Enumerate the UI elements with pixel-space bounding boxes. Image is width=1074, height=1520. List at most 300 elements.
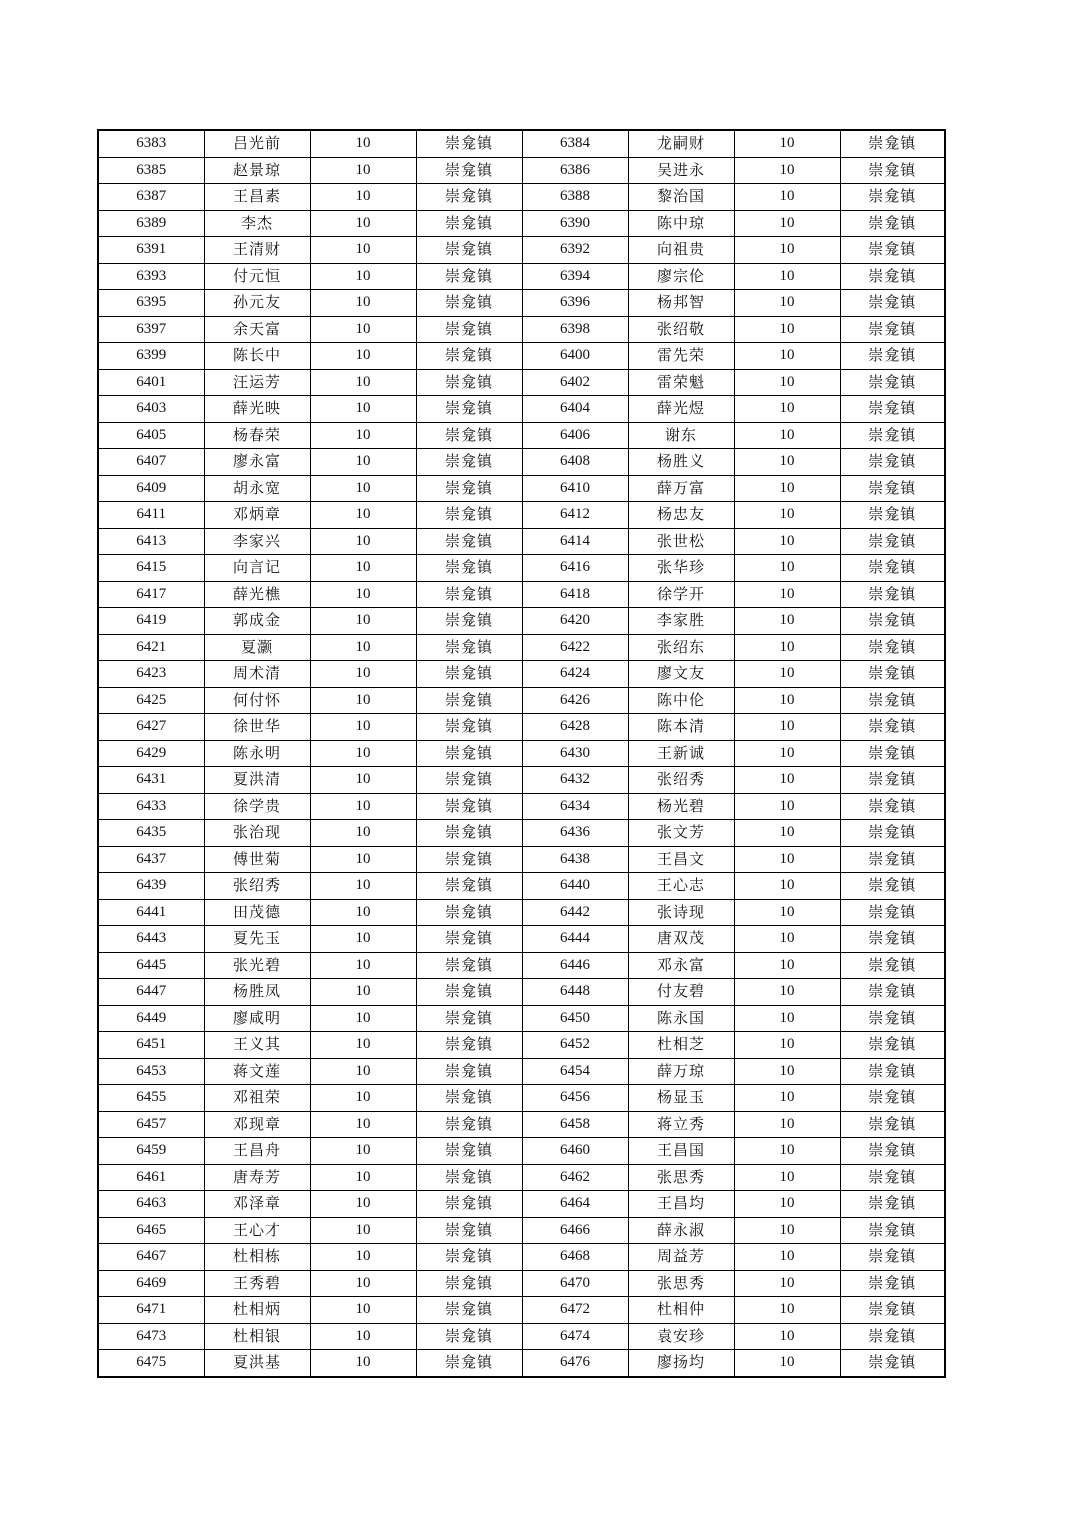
right-amount-cell: 10 <box>734 449 840 476</box>
left-amount-cell: 10 <box>310 1085 416 1112</box>
left-person-name-cell: 陈长中 <box>204 343 310 370</box>
left-amount-cell: 10 <box>310 290 416 317</box>
left-record-id-cell: 6413 <box>98 528 204 555</box>
table-row <box>98 979 945 1006</box>
right-amount-cell: 10 <box>734 793 840 820</box>
left-amount-cell: 10 <box>310 422 416 449</box>
roster-table <box>97 129 946 1378</box>
left-town-name-cell: 崇龛镇 <box>416 979 522 1006</box>
left-town-name-cell: 崇龛镇 <box>416 316 522 343</box>
table-row <box>98 581 945 608</box>
right-person-name-cell: 张文芳 <box>628 820 734 847</box>
right-amount-cell: 10 <box>734 263 840 290</box>
left-person-name-cell: 吕光前 <box>204 130 310 157</box>
right-amount-cell: 10 <box>734 343 840 370</box>
right-person-name-cell: 王心志 <box>628 873 734 900</box>
left-town-name-cell: 崇龛镇 <box>416 873 522 900</box>
left-town-name-cell: 崇龛镇 <box>416 1217 522 1244</box>
table-row <box>98 1270 945 1297</box>
left-town-name-cell: 崇龛镇 <box>416 157 522 184</box>
left-person-name-cell: 杜相银 <box>204 1323 310 1350</box>
left-record-id-cell: 6447 <box>98 979 204 1006</box>
right-town-name-cell: 崇龛镇 <box>840 237 945 264</box>
left-amount-cell: 10 <box>310 899 416 926</box>
right-person-name-cell: 袁安珍 <box>628 1323 734 1350</box>
table-row <box>98 1058 945 1085</box>
right-record-id-cell: 6386 <box>522 157 628 184</box>
right-amount-cell: 10 <box>734 210 840 237</box>
table-row <box>98 1323 945 1350</box>
left-person-name-cell: 陈永明 <box>204 740 310 767</box>
table-row <box>98 130 945 157</box>
right-person-name-cell: 陈本清 <box>628 714 734 741</box>
right-record-id-cell: 6392 <box>522 237 628 264</box>
table-row <box>98 899 945 926</box>
left-amount-cell: 10 <box>310 343 416 370</box>
right-amount-cell: 10 <box>734 1138 840 1165</box>
right-person-name-cell: 黎治国 <box>628 184 734 211</box>
right-amount-cell: 10 <box>734 396 840 423</box>
left-amount-cell: 10 <box>310 714 416 741</box>
left-person-name-cell: 付元恒 <box>204 263 310 290</box>
left-person-name-cell: 余天富 <box>204 316 310 343</box>
right-record-id-cell: 6454 <box>522 1058 628 1085</box>
right-record-id-cell: 6412 <box>522 502 628 529</box>
left-town-name-cell: 崇龛镇 <box>416 1005 522 1032</box>
left-amount-cell: 10 <box>310 210 416 237</box>
right-amount-cell: 10 <box>734 1191 840 1218</box>
left-town-name-cell: 崇龛镇 <box>416 1350 522 1377</box>
table-row <box>98 740 945 767</box>
right-amount-cell: 10 <box>734 1297 840 1324</box>
right-record-id-cell: 6396 <box>522 290 628 317</box>
left-town-name-cell: 崇龛镇 <box>416 714 522 741</box>
left-record-id-cell: 6441 <box>98 899 204 926</box>
left-town-name-cell: 崇龛镇 <box>416 475 522 502</box>
right-record-id-cell: 6408 <box>522 449 628 476</box>
left-person-name-cell: 田茂德 <box>204 899 310 926</box>
right-record-id-cell: 6440 <box>522 873 628 900</box>
right-town-name-cell: 崇龛镇 <box>840 1164 945 1191</box>
right-person-name-cell: 陈永国 <box>628 1005 734 1032</box>
left-amount-cell: 10 <box>310 555 416 582</box>
right-person-name-cell: 雷荣魁 <box>628 369 734 396</box>
left-town-name-cell: 崇龛镇 <box>416 1032 522 1059</box>
right-town-name-cell: 崇龛镇 <box>840 661 945 688</box>
left-town-name-cell: 崇龛镇 <box>416 926 522 953</box>
table-row <box>98 846 945 873</box>
left-record-id-cell: 6435 <box>98 820 204 847</box>
left-amount-cell: 10 <box>310 793 416 820</box>
right-amount-cell: 10 <box>734 634 840 661</box>
right-town-name-cell: 崇龛镇 <box>840 316 945 343</box>
right-amount-cell: 10 <box>734 502 840 529</box>
left-person-name-cell: 蒋文莲 <box>204 1058 310 1085</box>
table-row <box>98 422 945 449</box>
left-amount-cell: 10 <box>310 1138 416 1165</box>
right-person-name-cell: 吴进永 <box>628 157 734 184</box>
right-person-name-cell: 唐双茂 <box>628 926 734 953</box>
right-amount-cell: 10 <box>734 1058 840 1085</box>
left-amount-cell: 10 <box>310 952 416 979</box>
table-row <box>98 290 945 317</box>
left-town-name-cell: 崇龛镇 <box>416 1058 522 1085</box>
right-amount-cell: 10 <box>734 1270 840 1297</box>
right-person-name-cell: 杨显玉 <box>628 1085 734 1112</box>
left-person-name-cell: 王昌舟 <box>204 1138 310 1165</box>
right-town-name-cell: 崇龛镇 <box>840 475 945 502</box>
left-record-id-cell: 6401 <box>98 369 204 396</box>
left-amount-cell: 10 <box>310 1217 416 1244</box>
right-record-id-cell: 6448 <box>522 979 628 1006</box>
right-town-name-cell: 崇龛镇 <box>840 263 945 290</box>
table-row <box>98 793 945 820</box>
right-town-name-cell: 崇龛镇 <box>840 873 945 900</box>
left-person-name-cell: 邓现章 <box>204 1111 310 1138</box>
left-town-name-cell: 崇龛镇 <box>416 237 522 264</box>
left-town-name-cell: 崇龛镇 <box>416 396 522 423</box>
right-town-name-cell: 崇龛镇 <box>840 555 945 582</box>
left-amount-cell: 10 <box>310 661 416 688</box>
right-amount-cell: 10 <box>734 926 840 953</box>
left-record-id-cell: 6443 <box>98 926 204 953</box>
left-amount-cell: 10 <box>310 237 416 264</box>
right-record-id-cell: 6390 <box>522 210 628 237</box>
table-row <box>98 210 945 237</box>
left-town-name-cell: 崇龛镇 <box>416 210 522 237</box>
right-person-name-cell: 王昌均 <box>628 1191 734 1218</box>
left-person-name-cell: 王秀碧 <box>204 1270 310 1297</box>
left-person-name-cell: 王心才 <box>204 1217 310 1244</box>
left-amount-cell: 10 <box>310 1323 416 1350</box>
left-person-name-cell: 张绍秀 <box>204 873 310 900</box>
right-amount-cell: 10 <box>734 316 840 343</box>
table-row <box>98 502 945 529</box>
table-row <box>98 1005 945 1032</box>
left-record-id-cell: 6467 <box>98 1244 204 1271</box>
left-amount-cell: 10 <box>310 1164 416 1191</box>
roster-body <box>98 130 945 1377</box>
left-town-name-cell: 崇龛镇 <box>416 608 522 635</box>
left-record-id-cell: 6451 <box>98 1032 204 1059</box>
right-amount-cell: 10 <box>734 290 840 317</box>
right-record-id-cell: 6470 <box>522 1270 628 1297</box>
left-town-name-cell: 崇龛镇 <box>416 1297 522 1324</box>
right-person-name-cell: 张绍东 <box>628 634 734 661</box>
right-person-name-cell: 徐学开 <box>628 581 734 608</box>
right-person-name-cell: 薛光煜 <box>628 396 734 423</box>
left-town-name-cell: 崇龛镇 <box>416 820 522 847</box>
right-town-name-cell: 崇龛镇 <box>840 1111 945 1138</box>
left-town-name-cell: 崇龛镇 <box>416 767 522 794</box>
table-row <box>98 528 945 555</box>
right-town-name-cell: 崇龛镇 <box>840 396 945 423</box>
table-row <box>98 449 945 476</box>
table-row <box>98 237 945 264</box>
right-person-name-cell: 邓永富 <box>628 952 734 979</box>
right-record-id-cell: 6474 <box>522 1323 628 1350</box>
left-person-name-cell: 廖永富 <box>204 449 310 476</box>
left-record-id-cell: 6423 <box>98 661 204 688</box>
right-amount-cell: 10 <box>734 528 840 555</box>
left-person-name-cell: 赵景琼 <box>204 157 310 184</box>
right-amount-cell: 10 <box>734 846 840 873</box>
left-person-name-cell: 王清财 <box>204 237 310 264</box>
right-record-id-cell: 6446 <box>522 952 628 979</box>
left-town-name-cell: 崇龛镇 <box>416 290 522 317</box>
table-row <box>98 767 945 794</box>
table-row <box>98 555 945 582</box>
right-person-name-cell: 杨忠友 <box>628 502 734 529</box>
left-record-id-cell: 6475 <box>98 1350 204 1377</box>
table-row <box>98 1164 945 1191</box>
right-amount-cell: 10 <box>734 555 840 582</box>
table-row <box>98 1032 945 1059</box>
right-amount-cell: 10 <box>734 1350 840 1377</box>
right-amount-cell: 10 <box>734 1323 840 1350</box>
left-person-name-cell: 徐学贵 <box>204 793 310 820</box>
table-row <box>98 184 945 211</box>
right-town-name-cell: 崇龛镇 <box>840 952 945 979</box>
left-record-id-cell: 6471 <box>98 1297 204 1324</box>
table-row <box>98 687 945 714</box>
right-person-name-cell: 付友碧 <box>628 979 734 1006</box>
left-town-name-cell: 崇龛镇 <box>416 1085 522 1112</box>
right-record-id-cell: 6388 <box>522 184 628 211</box>
right-person-name-cell: 王昌文 <box>628 846 734 873</box>
right-town-name-cell: 崇龛镇 <box>840 608 945 635</box>
left-person-name-cell: 郭成金 <box>204 608 310 635</box>
right-person-name-cell: 杨光碧 <box>628 793 734 820</box>
right-person-name-cell: 廖宗伦 <box>628 263 734 290</box>
right-amount-cell: 10 <box>734 767 840 794</box>
right-town-name-cell: 崇龛镇 <box>840 714 945 741</box>
left-town-name-cell: 崇龛镇 <box>416 502 522 529</box>
right-amount-cell: 10 <box>734 979 840 1006</box>
right-record-id-cell: 6430 <box>522 740 628 767</box>
right-town-name-cell: 崇龛镇 <box>840 1217 945 1244</box>
left-person-name-cell: 夏洪基 <box>204 1350 310 1377</box>
right-record-id-cell: 6428 <box>522 714 628 741</box>
left-town-name-cell: 崇龛镇 <box>416 422 522 449</box>
left-record-id-cell: 6389 <box>98 210 204 237</box>
table-row <box>98 873 945 900</box>
right-person-name-cell: 张思秀 <box>628 1164 734 1191</box>
left-town-name-cell: 崇龛镇 <box>416 1138 522 1165</box>
left-person-name-cell: 周术清 <box>204 661 310 688</box>
table-row <box>98 1085 945 1112</box>
left-record-id-cell: 6461 <box>98 1164 204 1191</box>
left-person-name-cell: 杨春荣 <box>204 422 310 449</box>
left-amount-cell: 10 <box>310 1350 416 1377</box>
left-record-id-cell: 6385 <box>98 157 204 184</box>
left-town-name-cell: 崇龛镇 <box>416 793 522 820</box>
left-person-name-cell: 李家兴 <box>204 528 310 555</box>
left-town-name-cell: 崇龛镇 <box>416 343 522 370</box>
right-record-id-cell: 6458 <box>522 1111 628 1138</box>
left-record-id-cell: 6457 <box>98 1111 204 1138</box>
right-record-id-cell: 6472 <box>522 1297 628 1324</box>
left-amount-cell: 10 <box>310 502 416 529</box>
right-person-name-cell: 薛万琼 <box>628 1058 734 1085</box>
right-person-name-cell: 谢东 <box>628 422 734 449</box>
left-record-id-cell: 6445 <box>98 952 204 979</box>
right-record-id-cell: 6424 <box>522 661 628 688</box>
left-town-name-cell: 崇龛镇 <box>416 1111 522 1138</box>
table-row <box>98 1217 945 1244</box>
right-town-name-cell: 崇龛镇 <box>840 1244 945 1271</box>
right-record-id-cell: 6450 <box>522 1005 628 1032</box>
left-town-name-cell: 崇龛镇 <box>416 1323 522 1350</box>
right-amount-cell: 10 <box>734 952 840 979</box>
left-record-id-cell: 6469 <box>98 1270 204 1297</box>
left-amount-cell: 10 <box>310 396 416 423</box>
left-record-id-cell: 6411 <box>98 502 204 529</box>
right-amount-cell: 10 <box>734 1032 840 1059</box>
right-town-name-cell: 崇龛镇 <box>840 1191 945 1218</box>
right-town-name-cell: 崇龛镇 <box>840 528 945 555</box>
right-town-name-cell: 崇龛镇 <box>840 634 945 661</box>
left-town-name-cell: 崇龛镇 <box>416 555 522 582</box>
right-town-name-cell: 崇龛镇 <box>840 846 945 873</box>
left-town-name-cell: 崇龛镇 <box>416 449 522 476</box>
left-amount-cell: 10 <box>310 608 416 635</box>
left-person-name-cell: 邓泽章 <box>204 1191 310 1218</box>
left-town-name-cell: 崇龛镇 <box>416 1191 522 1218</box>
left-record-id-cell: 6473 <box>98 1323 204 1350</box>
right-town-name-cell: 崇龛镇 <box>840 1323 945 1350</box>
right-record-id-cell: 6384 <box>522 130 628 157</box>
right-person-name-cell: 杜相仲 <box>628 1297 734 1324</box>
right-amount-cell: 10 <box>734 820 840 847</box>
right-record-id-cell: 6476 <box>522 1350 628 1377</box>
left-amount-cell: 10 <box>310 157 416 184</box>
left-town-name-cell: 崇龛镇 <box>416 263 522 290</box>
right-person-name-cell: 张华珍 <box>628 555 734 582</box>
right-town-name-cell: 崇龛镇 <box>840 290 945 317</box>
left-amount-cell: 10 <box>310 1005 416 1032</box>
right-record-id-cell: 6420 <box>522 608 628 635</box>
left-record-id-cell: 6415 <box>98 555 204 582</box>
left-person-name-cell: 夏灏 <box>204 634 310 661</box>
right-town-name-cell: 崇龛镇 <box>840 899 945 926</box>
left-town-name-cell: 崇龛镇 <box>416 740 522 767</box>
left-town-name-cell: 崇龛镇 <box>416 1164 522 1191</box>
left-record-id-cell: 6421 <box>98 634 204 661</box>
left-record-id-cell: 6455 <box>98 1085 204 1112</box>
left-person-name-cell: 夏先玉 <box>204 926 310 953</box>
left-person-name-cell: 向言记 <box>204 555 310 582</box>
left-record-id-cell: 6433 <box>98 793 204 820</box>
right-record-id-cell: 6422 <box>522 634 628 661</box>
left-record-id-cell: 6391 <box>98 237 204 264</box>
table-row <box>98 475 945 502</box>
right-person-name-cell: 张思秀 <box>628 1270 734 1297</box>
right-amount-cell: 10 <box>734 1111 840 1138</box>
left-record-id-cell: 6403 <box>98 396 204 423</box>
right-record-id-cell: 6410 <box>522 475 628 502</box>
right-town-name-cell: 崇龛镇 <box>840 1085 945 1112</box>
right-person-name-cell: 周益芳 <box>628 1244 734 1271</box>
right-amount-cell: 10 <box>734 475 840 502</box>
left-person-name-cell: 邓炳章 <box>204 502 310 529</box>
table-row <box>98 1244 945 1271</box>
left-person-name-cell: 薛光映 <box>204 396 310 423</box>
table-row <box>98 634 945 661</box>
right-town-name-cell: 崇龛镇 <box>840 422 945 449</box>
right-amount-cell: 10 <box>734 608 840 635</box>
right-record-id-cell: 6460 <box>522 1138 628 1165</box>
left-amount-cell: 10 <box>310 1058 416 1085</box>
left-amount-cell: 10 <box>310 1111 416 1138</box>
right-record-id-cell: 6406 <box>522 422 628 449</box>
left-town-name-cell: 崇龛镇 <box>416 899 522 926</box>
left-person-name-cell: 唐寿芳 <box>204 1164 310 1191</box>
right-amount-cell: 10 <box>734 661 840 688</box>
table-row <box>98 1191 945 1218</box>
left-amount-cell: 10 <box>310 873 416 900</box>
left-person-name-cell: 徐世华 <box>204 714 310 741</box>
left-amount-cell: 10 <box>310 263 416 290</box>
right-person-name-cell: 龙嗣财 <box>628 130 734 157</box>
right-town-name-cell: 崇龛镇 <box>840 449 945 476</box>
left-amount-cell: 10 <box>310 634 416 661</box>
right-amount-cell: 10 <box>734 184 840 211</box>
right-person-name-cell: 王昌国 <box>628 1138 734 1165</box>
left-record-id-cell: 6449 <box>98 1005 204 1032</box>
right-record-id-cell: 6414 <box>522 528 628 555</box>
left-record-id-cell: 6383 <box>98 130 204 157</box>
right-town-name-cell: 崇龛镇 <box>840 767 945 794</box>
right-record-id-cell: 6432 <box>522 767 628 794</box>
left-record-id-cell: 6405 <box>98 422 204 449</box>
left-town-name-cell: 崇龛镇 <box>416 846 522 873</box>
left-amount-cell: 10 <box>310 846 416 873</box>
right-amount-cell: 10 <box>734 237 840 264</box>
right-person-name-cell: 廖文友 <box>628 661 734 688</box>
right-person-name-cell: 杜相芝 <box>628 1032 734 1059</box>
table-row <box>98 714 945 741</box>
table-row <box>98 263 945 290</box>
right-person-name-cell: 蒋立秀 <box>628 1111 734 1138</box>
right-amount-cell: 10 <box>734 130 840 157</box>
table-row <box>98 661 945 688</box>
table-row <box>98 608 945 635</box>
left-record-id-cell: 6439 <box>98 873 204 900</box>
left-person-name-cell: 杜相栋 <box>204 1244 310 1271</box>
right-record-id-cell: 6452 <box>522 1032 628 1059</box>
left-record-id-cell: 6431 <box>98 767 204 794</box>
right-person-name-cell: 王新诚 <box>628 740 734 767</box>
table-row <box>98 369 945 396</box>
left-person-name-cell: 汪运芳 <box>204 369 310 396</box>
left-record-id-cell: 6417 <box>98 581 204 608</box>
right-town-name-cell: 崇龛镇 <box>840 130 945 157</box>
right-town-name-cell: 崇龛镇 <box>840 1032 945 1059</box>
left-town-name-cell: 崇龛镇 <box>416 661 522 688</box>
right-person-name-cell: 张世松 <box>628 528 734 555</box>
left-person-name-cell: 杨胜凤 <box>204 979 310 1006</box>
left-person-name-cell: 杜相炳 <box>204 1297 310 1324</box>
table-row <box>98 316 945 343</box>
right-record-id-cell: 6442 <box>522 899 628 926</box>
left-record-id-cell: 6387 <box>98 184 204 211</box>
left-person-name-cell: 傅世菊 <box>204 846 310 873</box>
right-amount-cell: 10 <box>734 1085 840 1112</box>
left-town-name-cell: 崇龛镇 <box>416 952 522 979</box>
right-record-id-cell: 6426 <box>522 687 628 714</box>
left-record-id-cell: 6397 <box>98 316 204 343</box>
